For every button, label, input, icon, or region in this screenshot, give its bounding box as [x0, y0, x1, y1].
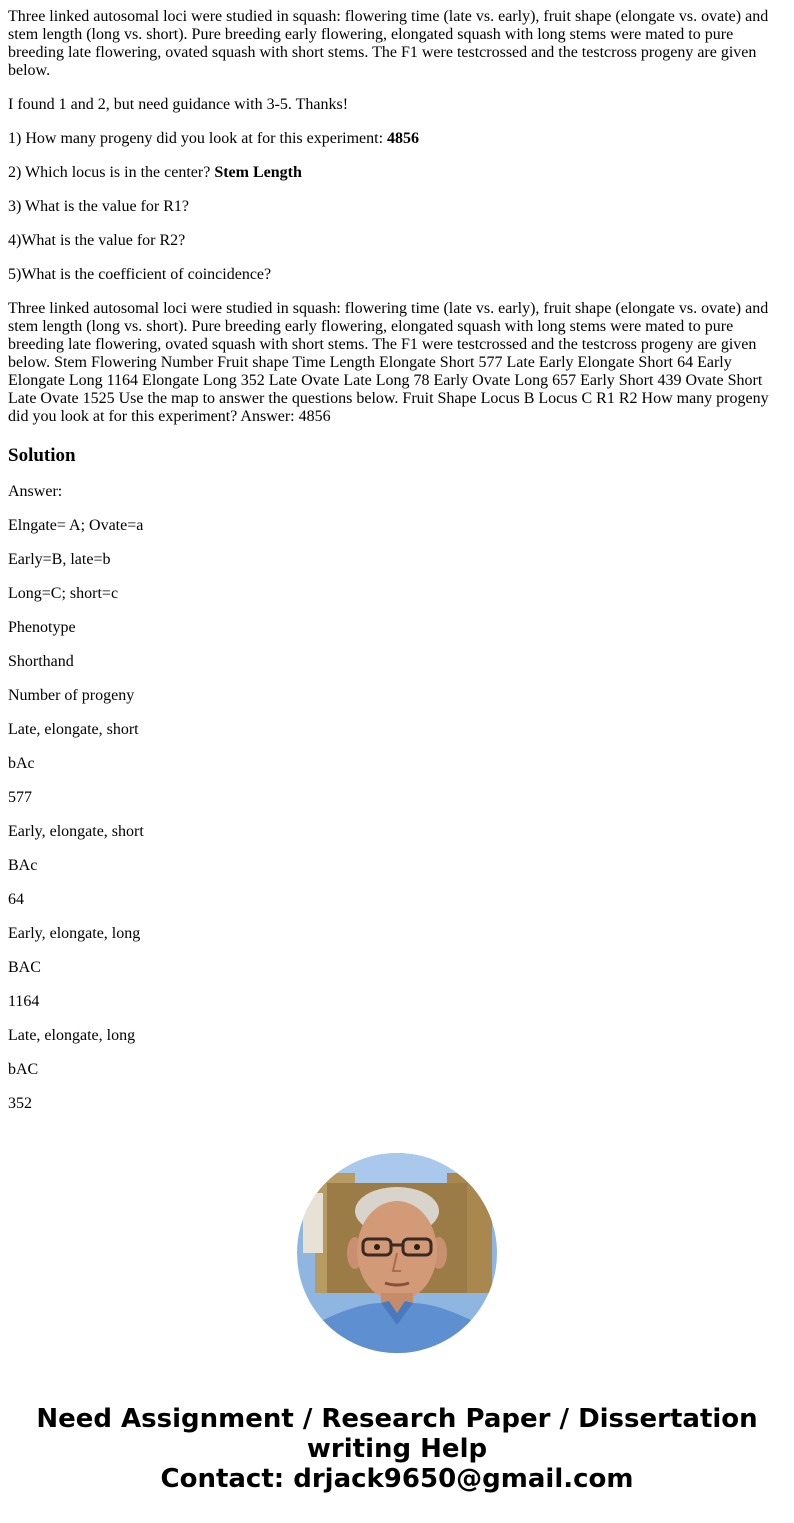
solution-line: 352 — [8, 1095, 32, 1112]
promo-contact: Contact: drjack9650@gmail.com — [160, 1464, 634, 1494]
question-full-text: Three linked autosomal loci were studied in squash: flowering time (late vs. early), fruit shape (elongate vs. ovate) and stem length (long vs. short). Pure breeding early flowering, elongated squash with long stems were mated to pure breeding late flowering, ovated squash with short stems. The F1 were testcrossed and the testcross progeny are given below. Stem Flowering Number Fruit shape Time Length Elongate Short 577 Late Early Elongate Short 64 Early Elongate Long 1164 Elongate Long 352 Late Ovate Late Long 78 Early Ovate Long 657 Early Short 439 Ovate Short Late Ovate 1525 Use the map to answer the questions below. Fruit Shape Locus B Locus C R1 R2 How many progeny did you look at for this experiment? Answer: 4856 — [8, 300, 769, 425]
question-1 — [8, 130, 786, 148]
tutor-portrait-image — [297, 1153, 497, 1353]
solution-line: BAC — [8, 959, 41, 976]
solution-line: 1164 — [8, 993, 40, 1010]
solution-line: Number of progeny — [8, 687, 135, 704]
question-3: 3) What is the value for R1? — [8, 198, 189, 215]
solution-line: bAc — [8, 755, 35, 772]
solution-line: Early, elongate, long — [8, 925, 141, 942]
question-note: I found 1 and 2, but need guidance with 3-5. Thanks! — [8, 96, 349, 113]
solution-line: 577 — [8, 789, 32, 806]
question-1-text: 1) How many progeny did you look at for this experiment: — [8, 130, 388, 147]
solution-line: Late, elongate, short — [8, 721, 139, 738]
promo-banner — [0, 1404, 794, 1494]
solution-line: Long=C; short=c — [8, 585, 119, 602]
question-2-text: 2) Which locus is in the center? — [8, 164, 215, 181]
solution-line: Answer: — [8, 483, 63, 500]
solution-line: Early, elongate, short — [8, 823, 144, 840]
question-2 — [8, 164, 786, 182]
solution-line: Phenotype — [8, 619, 76, 636]
solution-line: Early=B, late=b — [8, 551, 111, 568]
question-intro: Three linked autosomal loci were studied in squash: flowering time (late vs. early), fruit shape (elongate vs. ovate) and stem length (long vs. short). Pure breeding early flowering, elongated squash with long stems were mated to pure breeding late flowering, ovated squash with short stems. The F1 were testcrossed and the testcross progeny are given below. — [8, 8, 769, 79]
question-1-answer: 4856 — [387, 130, 420, 147]
solution-line: Elngate= A; Ovate=a — [8, 517, 144, 534]
solution-line: 64 — [8, 891, 24, 908]
solution-line: BAc — [8, 857, 38, 874]
tutor-avatar — [297, 1153, 497, 1353]
solution-line: Late, elongate, long — [8, 1027, 136, 1044]
promo-line-1: Need Assignment / Research Paper / Dissertation — [36, 1404, 758, 1434]
question-2-answer: Stem Length — [214, 164, 302, 181]
solution-lines — [8, 483, 786, 1113]
solution-line: bAC — [8, 1061, 39, 1078]
solution-line: Shorthand — [8, 653, 74, 670]
question-5: 5)What is the coefficient of coincidence? — [8, 266, 272, 283]
solution-heading: Solution — [8, 445, 76, 466]
promo-line-2: writing Help — [306, 1434, 488, 1464]
question-4: 4)What is the value for R2? — [8, 232, 186, 249]
